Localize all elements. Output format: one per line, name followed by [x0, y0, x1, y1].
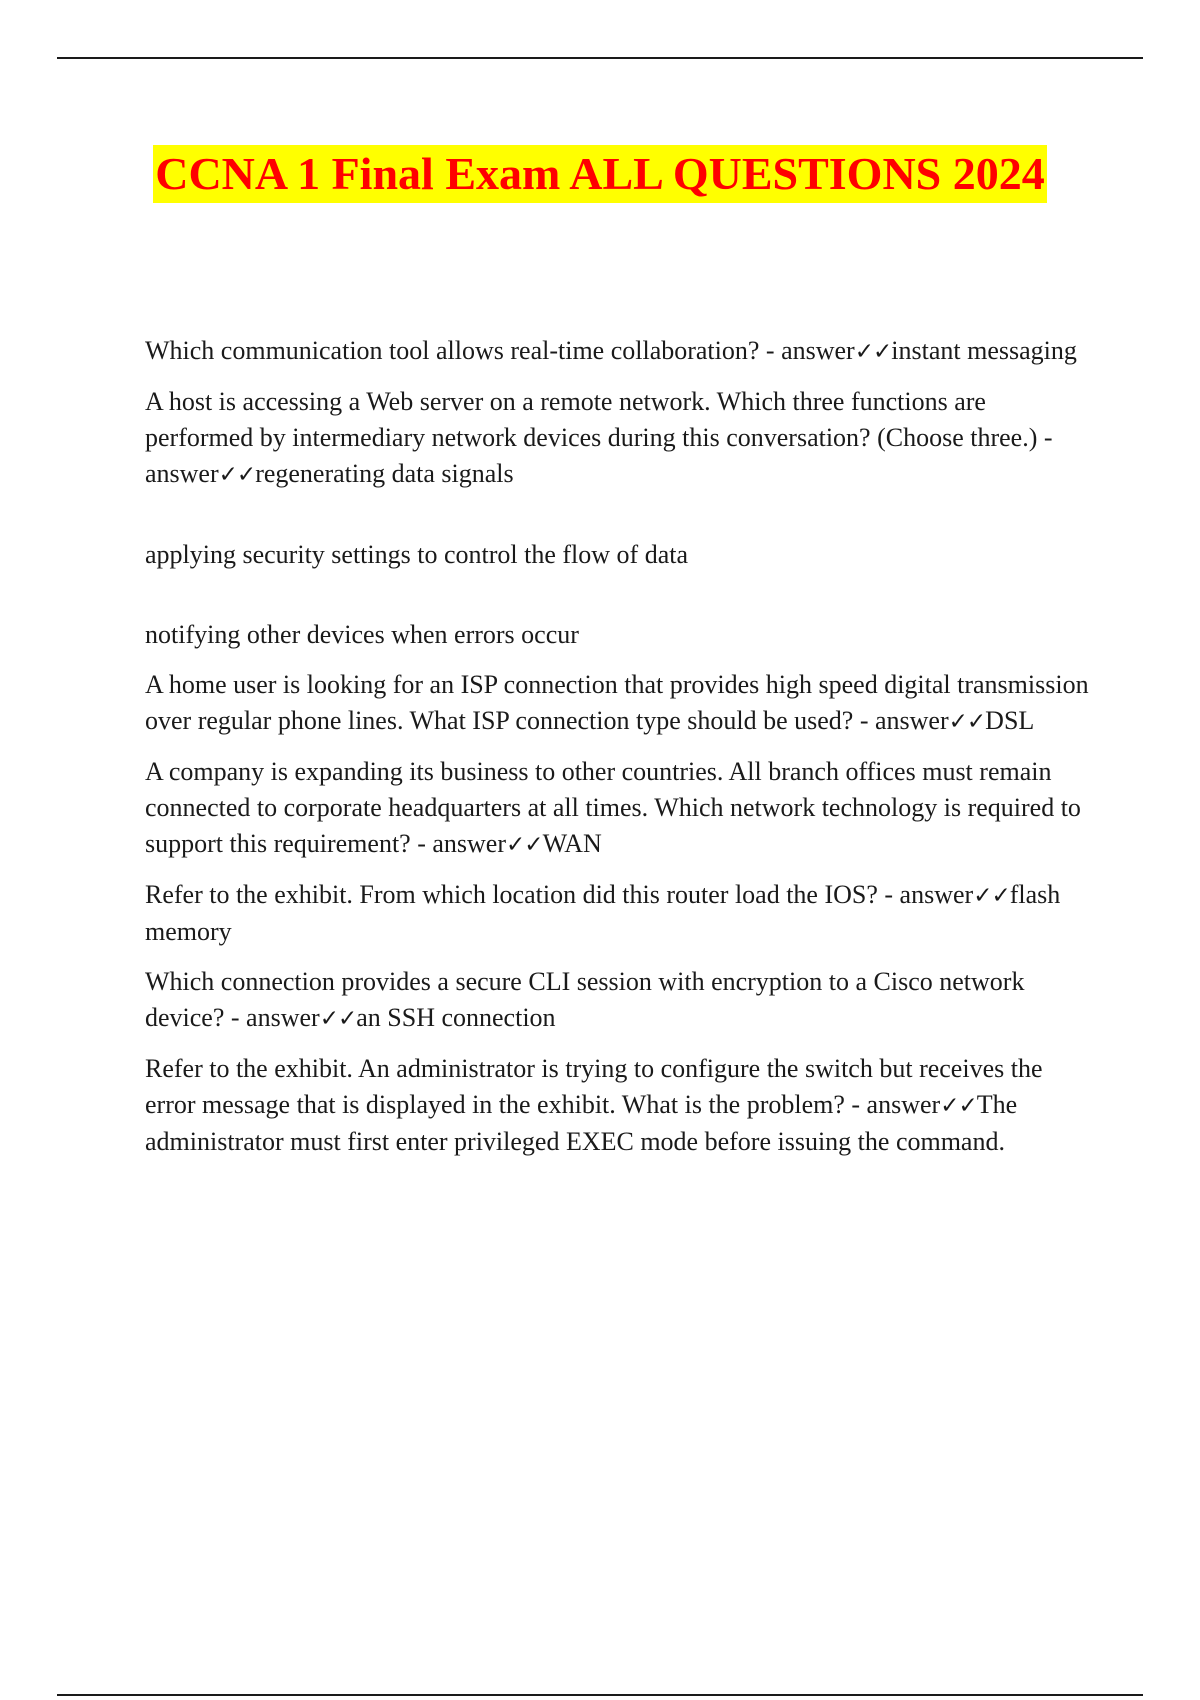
title-block [0, 145, 1200, 203]
check-mark-icon: ✓✓ [854, 339, 892, 365]
qa-item [145, 964, 1090, 1037]
qa-item [145, 384, 1090, 493]
check-mark-icon: ✓✓ [319, 1006, 357, 1032]
question-text: A home user is looking for an ISP connection that provides high speed digital transmission over regular phone lines. What ISP connection type should be used? - answer [145, 670, 1089, 735]
answer-continuation: notifying other devices when errors occur [145, 620, 579, 649]
check-mark-icon: ✓✓ [218, 462, 256, 488]
document-title: CCNA 1 Final Exam ALL QUESTIONS 2024 [153, 145, 1047, 203]
answer-text: an SSH connection [356, 1003, 556, 1032]
question-text: Which communication tool allows real-time collaboration? - answer [145, 336, 855, 365]
check-mark-icon: ✓✓ [940, 1093, 977, 1119]
qa-item [145, 333, 1090, 370]
question-text: Which connection provides a secure CLI session with encryption to a Cisco network device? - answer [145, 967, 1025, 1032]
qa-item [145, 754, 1090, 863]
check-mark-icon: ✓✓ [948, 709, 986, 735]
check-mark-icon: ✓✓ [973, 883, 1010, 909]
check-mark-icon: ✓✓ [506, 832, 543, 858]
question-text: A company is expanding its business to other countries. All branch offices must remain connected to corporate headquarters at all times. Which network technology is required to support this requirement? - answer [145, 757, 1081, 858]
question-text: Refer to the exhibit. An administrator is trying to configure the switch but receives the error message that is displayed in the exhibit. What is the problem? - answer [145, 1054, 1043, 1119]
answer-text: WAN [542, 829, 602, 858]
header-rule [57, 57, 1143, 59]
answer-text: The administrator must first enter privileged EXEC mode before issuing the command. [145, 1090, 1018, 1156]
qa-item [145, 1051, 1090, 1160]
question-list [145, 333, 1090, 1174]
qa-item [145, 667, 1090, 740]
answer-text: regenerating data signals [255, 459, 514, 488]
answer-text: flash memory [145, 880, 1061, 946]
answer-continuation: applying security settings to control the flow of data [145, 540, 688, 569]
question-text: Refer to the exhibit. From which location did this router load the IOS? - answer [145, 880, 974, 909]
question-text: A host is accessing a Web server on a remote network. Which three functions are performed by intermediary network devices during this conversation? (Choose three.) - answer [145, 387, 1053, 488]
qa-item [145, 877, 1090, 950]
answer-text: instant messaging [891, 336, 1077, 365]
answer-text: DSL [985, 706, 1035, 735]
footer-rule [57, 1694, 1143, 1696]
